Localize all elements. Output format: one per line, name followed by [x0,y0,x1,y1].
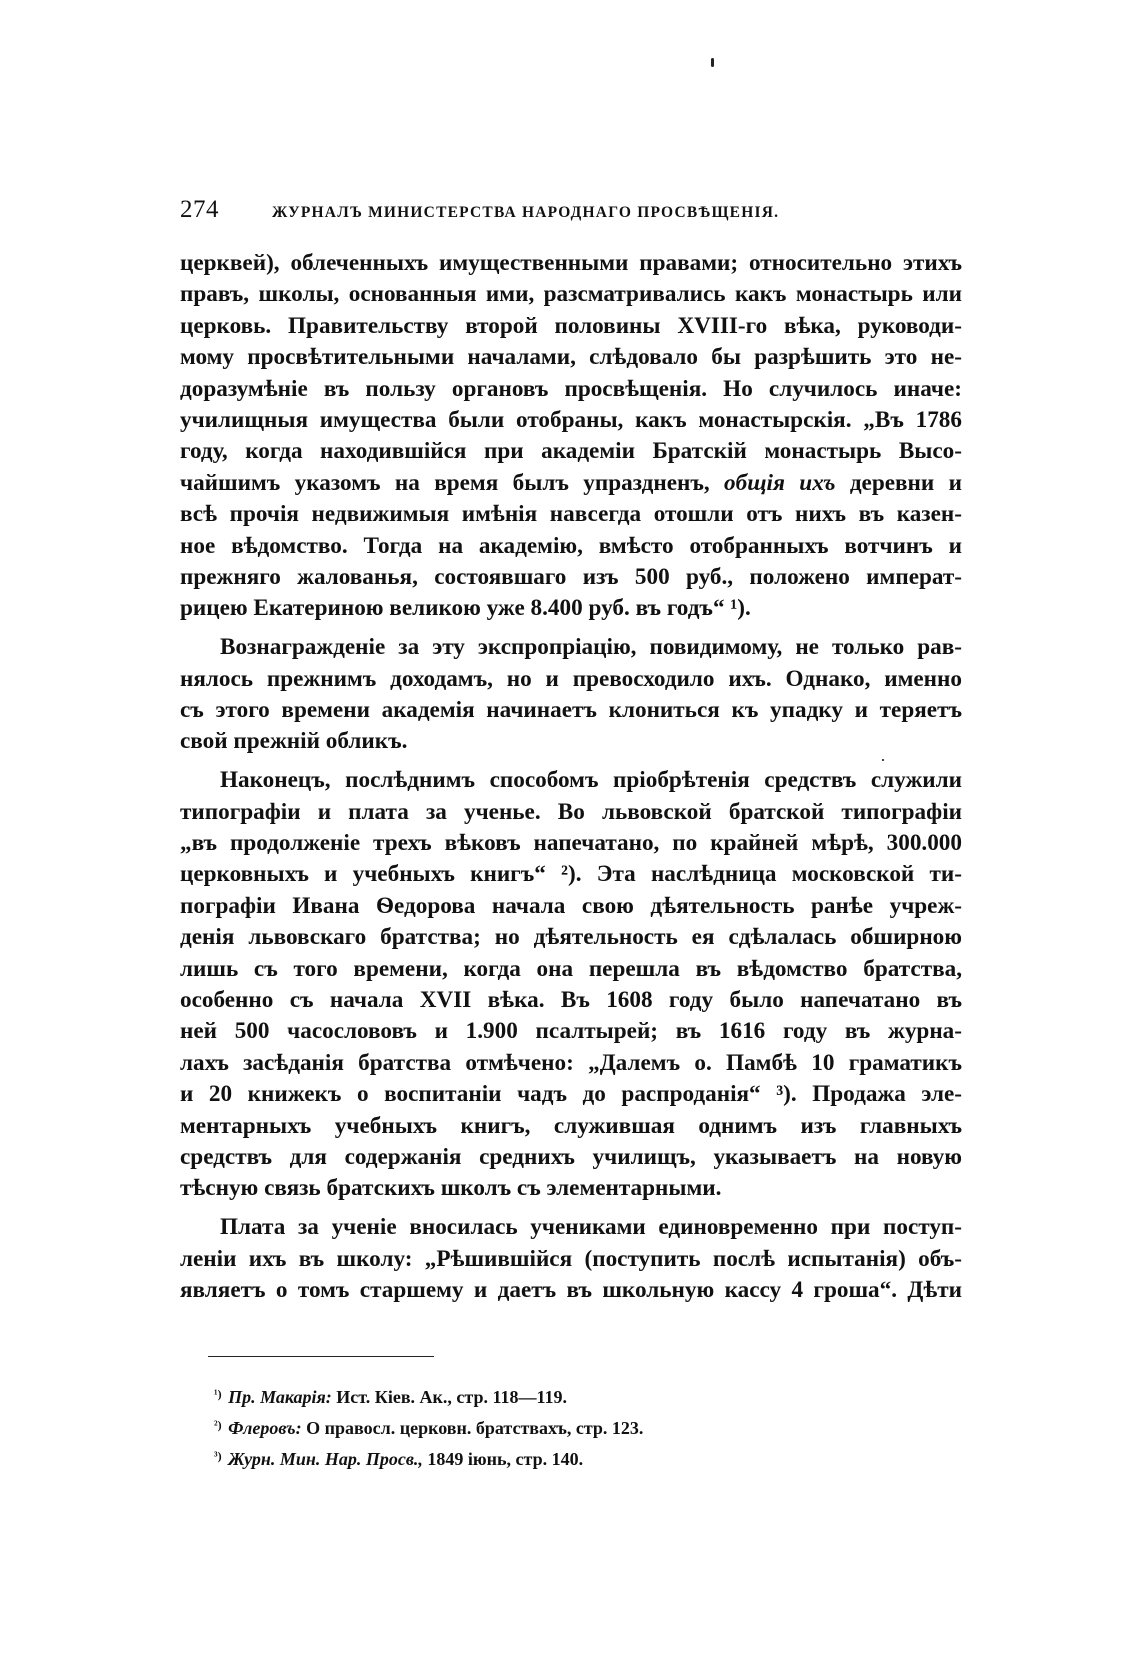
text-line: леніи ихъ въ школу: „Рѣшившійся (поступить послѣ испытанія) объ- [180,1245,962,1272]
paragraph [180,765,962,1204]
running-header [180,196,980,230]
text-line: ней 500 часослововъ и 1.900 псалтырей; въ 1616 году въ журна- [180,1018,962,1045]
text-line: церковныхъ и учебныхъ книгъ“ ²). Эта наслѣдница московской ти- [180,861,962,888]
text-line: церквей), облеченныхъ имущественными правами; относительно этихъ [180,250,962,276]
text-line: Наконецъ, послѣднимъ способомъ пріобрѣтенія средствъ служили [220,767,962,794]
text-segment: деревни и [835,469,963,496]
footnote-mark: ²) [214,1418,222,1432]
text-line: году, когда находившійся при академіи Братскій монастырь Высо- [180,438,962,465]
footnote-rule [208,1356,434,1357]
footnote-text: Ист. Кіев. Ак., стр. 118—119. [331,1387,567,1407]
text-line: съ этого времени академія начинаетъ клониться къ упадку и теряетъ [180,696,962,723]
text-line: всѣ прочія недвижимыя имѣнія навсегда отошли отъ нихъ въ казен- [180,501,962,528]
paragraph [180,1212,962,1306]
paragraph [180,248,962,625]
text-line: свой прежній обликъ. [180,728,408,755]
text-line: „въ продолженіе трехъ вѣковъ напечатано, по крайней мѣрѣ, 300.000 [180,830,962,857]
text-line: лишь съ того времени, когда она перешла въ вѣдомство братства, [180,955,962,982]
footnote-author: Пр. Макарія: [228,1387,332,1407]
footnote-text: 1849 іюнь, стр. 140. [422,1449,584,1469]
journal-title: ЖУРНАЛЪ МИНИСТЕРСТВА НАРОДНАГО ПРОСВѢЩЕНІЯ. [272,204,780,221]
footnote-author: Журн. Мин. Нар. Просв., [228,1449,423,1469]
text-segment: чайшимъ указомъ на время былъ упраздненъ, [180,469,725,496]
text-line: ментарныхъ учебныхъ книгъ, служившая однимъ изъ главныхъ [180,1112,962,1139]
footnote [214,1411,914,1442]
text-line: ное вѣдомство. Тогда на академію, вмѣсто отобранныхъ вотчинъ и [180,532,962,559]
text-line: и 20 книжекъ о воспитаніи чадъ до распроданія“ ³). Продажа эле- [180,1081,962,1108]
ink-speck [711,58,714,67]
text-line: нялось прежнимъ доходамъ, но и превосходило ихъ. Однако, именно [180,665,962,692]
footnote-text: О правосл. церковн. братствахъ, стр. 123. [301,1418,644,1438]
text-line: доразумѣніе въ пользу органовъ просвѣщенія. Но случилось иначе: [180,375,962,402]
text-line: лахъ засѣданія братства отмѣчено: „Далемъ о. Памбѣ 10 граматикъ [180,1049,962,1076]
text-line: тѣсную связь братскихъ школъ съ элементарными. [180,1175,722,1202]
footnote-mark: ³) [214,1449,222,1463]
text-line: церковь. Правительству второй половины XVIII-го вѣка, руководи- [180,312,962,339]
text-line: мому просвѣтительными началами, слѣдовало бы разрѣшить это не- [180,344,962,371]
text-line-with-italic [180,468,962,499]
footnotes [214,1380,914,1473]
footnote [214,1442,914,1473]
text-line: Вознагражденіе за эту экспропріацію, повидимому, не только рав- [220,634,962,661]
main-text [180,248,962,1306]
text-line: рицею Екатериною великою уже 8.400 руб. въ годъ“ ¹). [180,595,751,622]
text-line: денія львовскаго братства; но дѣятельность ея сдѣлалась обширною [180,924,962,951]
text-line: прежняго жалованья, состоявшаго изъ 500 руб., положено императ- [180,563,962,590]
text-line: Плата за ученіе вносилась учениками единовременно при поступ- [220,1214,962,1241]
paragraph [180,632,962,758]
text-line: правъ, школы, основанныя ими, разсматривались какъ монастырь или [180,281,962,308]
page-number: 274 [180,196,219,223]
text-line: училищныя имущества были отобраны, какъ монастырскія. „Въ 1786 [180,406,962,433]
italic-phrase: общія ихъ [724,469,836,496]
text-line: пографіи Ивана Ѳедорова начала свою дѣятельность ранѣе учреж- [180,892,962,919]
text-line: являетъ о томъ старшему и даетъ въ школьную кассу 4 гроша“. Дѣти [180,1277,962,1303]
footnote [214,1380,914,1411]
footnote-mark: ¹) [214,1387,222,1401]
footnote-author: Флеровъ: [228,1418,302,1438]
text-line: типографіи и плата за ученье. Во львовской братской типографіи [180,798,962,825]
text-line: особенно съ начала XVII вѣка. Въ 1608 году было напечатано въ [180,986,962,1013]
text-line: средствъ для содержанія среднихъ училищъ, указываетъ на новую [180,1143,962,1170]
